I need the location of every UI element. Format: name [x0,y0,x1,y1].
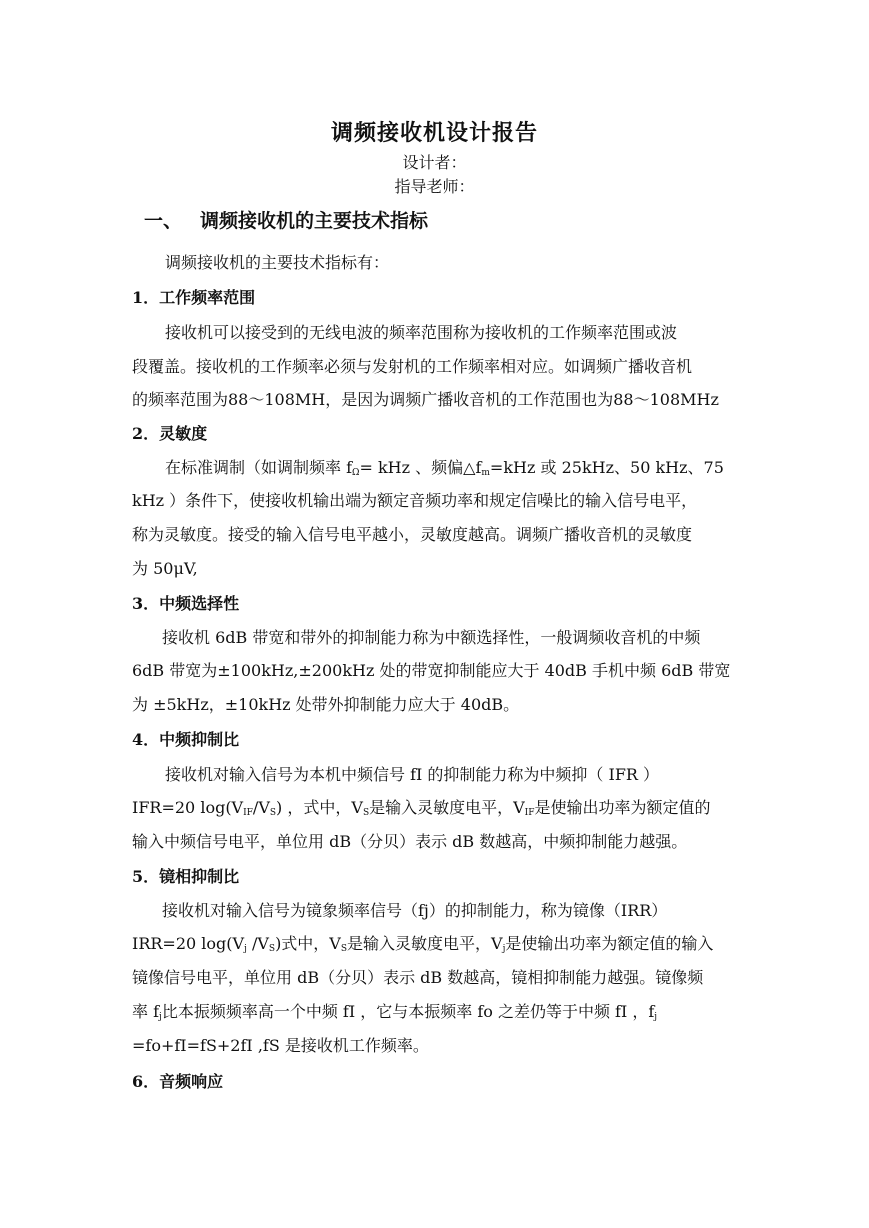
s5-line-1: 接收机对输入信号为镜象频率信号（fj）的抑制能力，称为镜像（IRR） [162,901,668,920]
designer-line: 设计者： [402,153,467,172]
s4-sub-3: S [362,808,370,818]
s2-line-3: 称为灵敏度。接受的输入信号电平越小，灵敏度越高。调频广播收音机的灵敏度 [132,525,693,544]
s2-line-4: 为 50μV, [132,559,198,578]
s5-sub-6: j [654,1012,658,1022]
s2-sub-omega: Ω [352,468,360,478]
s1-line-3: 的频率范围为88～108MH，是因为调频广播收音机的工作范围也为88～108MHz [132,390,719,409]
s5-line-3: 镜像信号电平，单位用 dB（分贝）表示 dB 数越高，镜相抑制能力越强。镜像频 [132,968,704,987]
s5-line-4 [132,999,657,1022]
subsection-5-heading: 5．镜相抑制比 [132,867,240,886]
s4-sub-1: IF [243,808,253,818]
s2-sub-m: m [481,468,490,478]
s4-sub-2: S [269,808,277,818]
s4-line-3: 输入中频信号电平，单位用 dB（分贝）表示 dB 数越高，中频抑制能力越强。 [132,832,688,851]
s2-line-1 [165,455,724,478]
s3-line-2: 6dB 带宽为±100kHz,±200kHz 处的带宽抑制能应大于 40dB 手机中频 6dB 带宽 [132,661,731,680]
advisor-line: 指导老师： [394,177,475,196]
subsection-1-heading: 1．工作频率范围 [132,288,256,307]
s4-line-2-part-b: /V [252,798,270,817]
section-1-number: 一、 [144,210,183,232]
s5-line-2-part-e: 是使输出功率为额定值的输入 [505,934,714,953]
subsection-3-heading: 3．中频选择性 [132,594,240,613]
intro-text: 调频接收机的主要技术指标有： [165,253,390,272]
s5-line-2-part-a: IRR=20 log(V [132,934,245,953]
s5-sub-1: j [244,944,247,954]
subsection-2-heading: 2．灵敏度 [132,424,208,443]
s2-line-1-part-a: 在标准调制（如调制频率 f [165,458,353,477]
s4-line-1: 接收机对输入信号为本机中频信号 fI 的抑制能力称为中频抑（ IFR ） [165,765,660,784]
s2-line-2: kHz ）条件下，使接收机输出端为额定音频功率和规定信噪比的输入信号电平， [132,491,698,510]
s5-line-4-part-b: 比本振频频率高一个中频 fI ，它与本振频率 fo 之差仍等于中频 fI ，f [161,1002,655,1021]
document-title: 调频接收机设计报告 [330,120,538,146]
s2-line-1-part-b: = kHz 、频偏△f [359,458,482,477]
s5-sub-2: S [268,944,276,954]
s4-sub-4: IF [524,808,535,818]
subsection-4-heading: 4．中频抑制比 [132,730,240,749]
section-1-title: 调频接收机的主要技术指标 [200,210,429,232]
s5-sub-4: j [502,944,506,954]
s2-line-1-part-c: =kHz 或 25kHz、50 kHz、75 [489,458,724,477]
s4-line-2-part-c: ) ，式中，V [276,798,363,817]
s5-line-2-part-b: /V [246,934,269,953]
s3-line-3: 为 ±5kHz，±10kHz 处带外抑制能力应大于 40dB。 [132,695,520,714]
s4-line-2-part-d: 是输入灵敏度电平，V [369,798,525,817]
s5-sub-5: j [159,1012,162,1022]
s5-line-4-part-a: 率 f [132,1002,160,1021]
section-1-heading [144,206,428,233]
s1-line-2: 段覆盖。接收机的工作频率必须与发射机的工作频率相对应。如调频广播收音机 [132,357,693,376]
s5-line-5: =fo+fI=fS+2fI ,fS 是接收机工作频率。 [132,1036,429,1055]
s3-line-1: 接收机 6dB 带宽和带外的抑制能力称为中额选择性，一般调频收音机的中频 [162,628,701,647]
s4-line-2 [132,795,711,818]
s1-line-1: 接收机可以接受到的无线电波的频率范围称为接收机的工作频率范围或波 [165,323,678,342]
subsection-6-heading: 6．音频响应 [132,1072,224,1091]
s5-sub-3: S [340,944,348,954]
s4-line-2-part-e: 是使输出功率为额定值的 [534,798,711,817]
s5-line-2-part-c: )式中，V [275,934,341,953]
s5-line-2-part-d: 是输入灵敏度电平，V [347,934,503,953]
s5-line-2 [132,931,713,954]
s4-line-2-part-a: IFR=20 log(V [132,798,244,817]
